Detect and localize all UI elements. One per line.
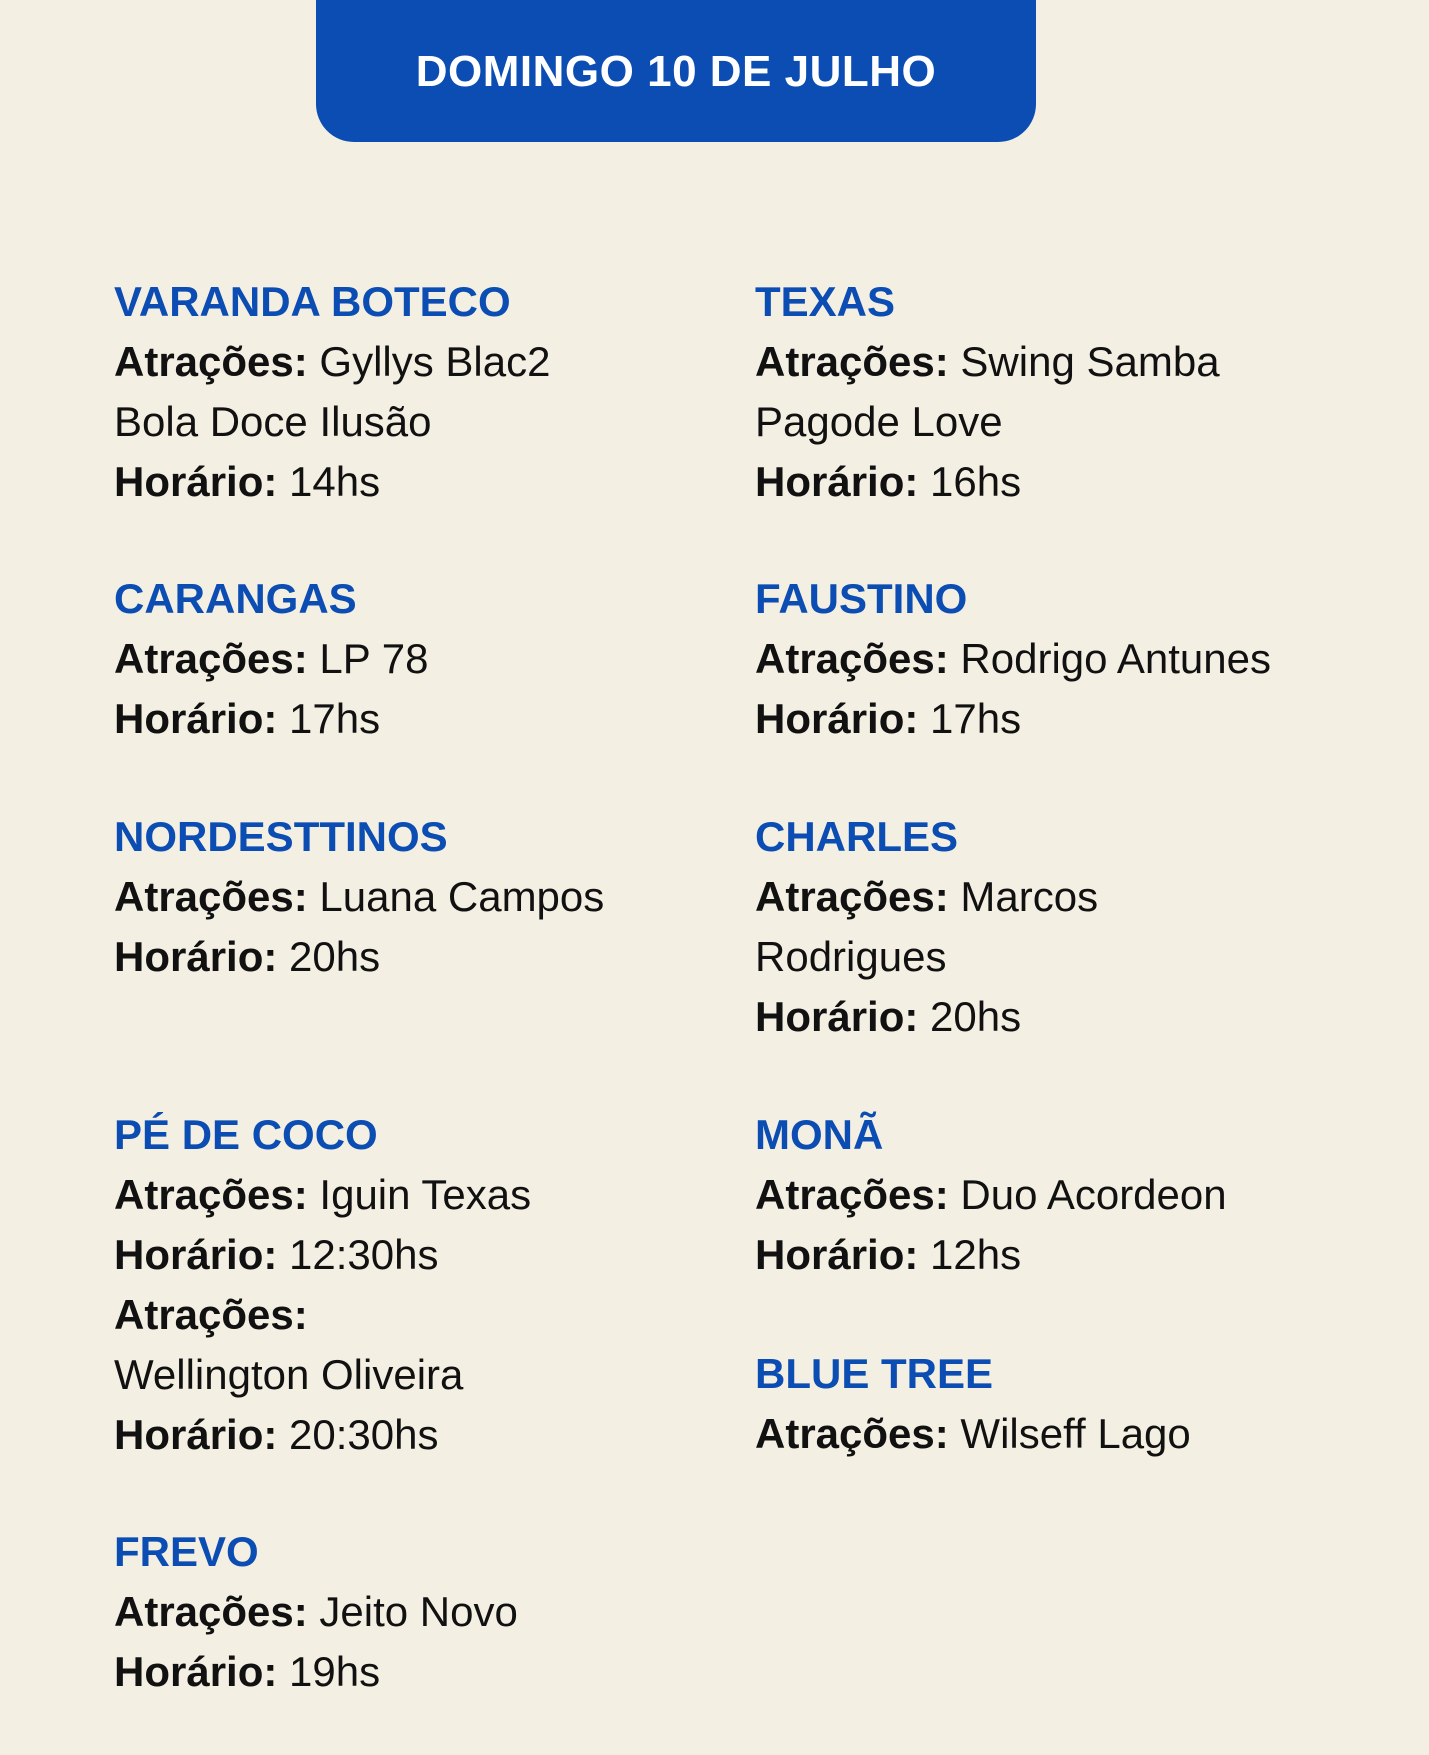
attractions-value: Iguin Texas bbox=[319, 1171, 532, 1218]
time-line-2 bbox=[114, 1405, 734, 1465]
venue-name: CARANGAS bbox=[114, 575, 357, 622]
page-title: DOMINGO 10 DE JULHO bbox=[415, 47, 937, 96]
attractions-continuation: Bola Doce Ilusão bbox=[114, 398, 432, 445]
time-value: 14hs bbox=[289, 458, 381, 505]
venue-name: MONÃ bbox=[755, 1111, 884, 1158]
venue-frevo bbox=[114, 1522, 734, 1702]
time-label: Horário: bbox=[114, 458, 278, 505]
time-label: Horário: bbox=[114, 1231, 278, 1278]
time-label: Horário: bbox=[755, 993, 919, 1040]
time-value: 19hs bbox=[289, 1648, 381, 1695]
venue-charles bbox=[755, 807, 1395, 1047]
attractions-label: Atrações: bbox=[114, 873, 308, 920]
attractions-label: Atrações: bbox=[755, 338, 949, 385]
attractions-line bbox=[755, 629, 1395, 689]
time-value: 12hs bbox=[930, 1231, 1022, 1278]
venue-faustino bbox=[755, 569, 1395, 749]
venue-texas bbox=[755, 272, 1395, 512]
venue-carangas bbox=[114, 569, 734, 749]
time-label: Horário: bbox=[114, 1411, 278, 1458]
attractions-line bbox=[114, 629, 734, 689]
attractions-line bbox=[755, 1165, 1395, 1225]
attractions-line bbox=[755, 867, 1395, 927]
time-value: 17hs bbox=[289, 695, 381, 742]
time-label: Horário: bbox=[114, 695, 278, 742]
venue-name: FREVO bbox=[114, 1528, 259, 1575]
time-value: 16hs bbox=[930, 458, 1022, 505]
time-label: Horário: bbox=[755, 458, 919, 505]
time-line bbox=[755, 1225, 1395, 1285]
time-label: Horário: bbox=[114, 1648, 278, 1695]
time-value: 20:30hs bbox=[289, 1411, 439, 1458]
attractions-line bbox=[114, 332, 734, 392]
attractions-value: Gyllys Blac2 bbox=[319, 338, 551, 385]
attractions-label: Atrações: bbox=[755, 873, 949, 920]
time-value: 17hs bbox=[930, 695, 1022, 742]
venue-name: NORDESTTINOS bbox=[114, 813, 448, 860]
attractions-value: Rodrigo Antunes bbox=[960, 635, 1271, 682]
time-label: Horário: bbox=[755, 1231, 919, 1278]
venue-name: PÉ DE COCO bbox=[114, 1111, 378, 1158]
attractions-label: Atrações: bbox=[114, 1171, 308, 1218]
header-banner bbox=[316, 0, 1036, 142]
attractions-value: Marcos bbox=[960, 873, 1099, 920]
attractions-continuation: Rodrigues bbox=[755, 933, 947, 980]
time-label: Horário: bbox=[114, 933, 278, 980]
venue-name: VARANDA BOTECO bbox=[114, 278, 511, 325]
time-line bbox=[755, 689, 1395, 749]
time-line bbox=[114, 1642, 734, 1702]
attractions-label: Atrações: bbox=[755, 1410, 949, 1457]
attractions-value: LP 78 bbox=[319, 635, 429, 682]
venue-name: CHARLES bbox=[755, 813, 959, 860]
attractions-continuation: Pagode Love bbox=[755, 398, 1003, 445]
venue-mona bbox=[755, 1105, 1395, 1285]
attractions-label: Atrações: bbox=[114, 635, 308, 682]
time-line bbox=[755, 987, 1395, 1047]
venue-varanda-boteco bbox=[114, 272, 734, 512]
attractions-label: Atrações: bbox=[114, 1291, 308, 1338]
time-line bbox=[114, 927, 734, 987]
attractions-value: Jeito Novo bbox=[319, 1588, 518, 1635]
attractions-line bbox=[114, 867, 734, 927]
time-label: Horário: bbox=[755, 695, 919, 742]
attractions-label: Atrações: bbox=[755, 1171, 949, 1218]
attractions-line bbox=[114, 1165, 734, 1225]
venue-pe-de-coco bbox=[114, 1105, 734, 1465]
venue-blue-tree bbox=[755, 1344, 1395, 1464]
attractions-value: Wilseff Lago bbox=[960, 1410, 1191, 1457]
venue-nordesttinos bbox=[114, 807, 734, 987]
attractions-value: Duo Acordeon bbox=[960, 1171, 1227, 1218]
time-line bbox=[755, 452, 1395, 512]
time-line bbox=[114, 452, 734, 512]
attractions-line bbox=[114, 1582, 734, 1642]
time-value: 20hs bbox=[289, 933, 381, 980]
attractions-label: Atrações: bbox=[114, 1588, 308, 1635]
time-line bbox=[114, 1225, 734, 1285]
attractions-value-2: Wellington Oliveira bbox=[114, 1351, 464, 1398]
attractions-label: Atrações: bbox=[114, 338, 308, 385]
attractions-value: Luana Campos bbox=[319, 873, 605, 920]
attractions-line bbox=[755, 1404, 1395, 1464]
attractions-value: Swing Samba bbox=[960, 338, 1220, 385]
time-value: 12:30hs bbox=[289, 1231, 439, 1278]
attractions-label: Atrações: bbox=[755, 635, 949, 682]
venue-name: TEXAS bbox=[755, 278, 896, 325]
attractions-line bbox=[755, 332, 1395, 392]
time-value: 20hs bbox=[930, 993, 1022, 1040]
time-line bbox=[114, 689, 734, 749]
venue-name: BLUE TREE bbox=[755, 1350, 994, 1397]
venue-name: FAUSTINO bbox=[755, 575, 968, 622]
attractions-line-2 bbox=[114, 1285, 734, 1345]
